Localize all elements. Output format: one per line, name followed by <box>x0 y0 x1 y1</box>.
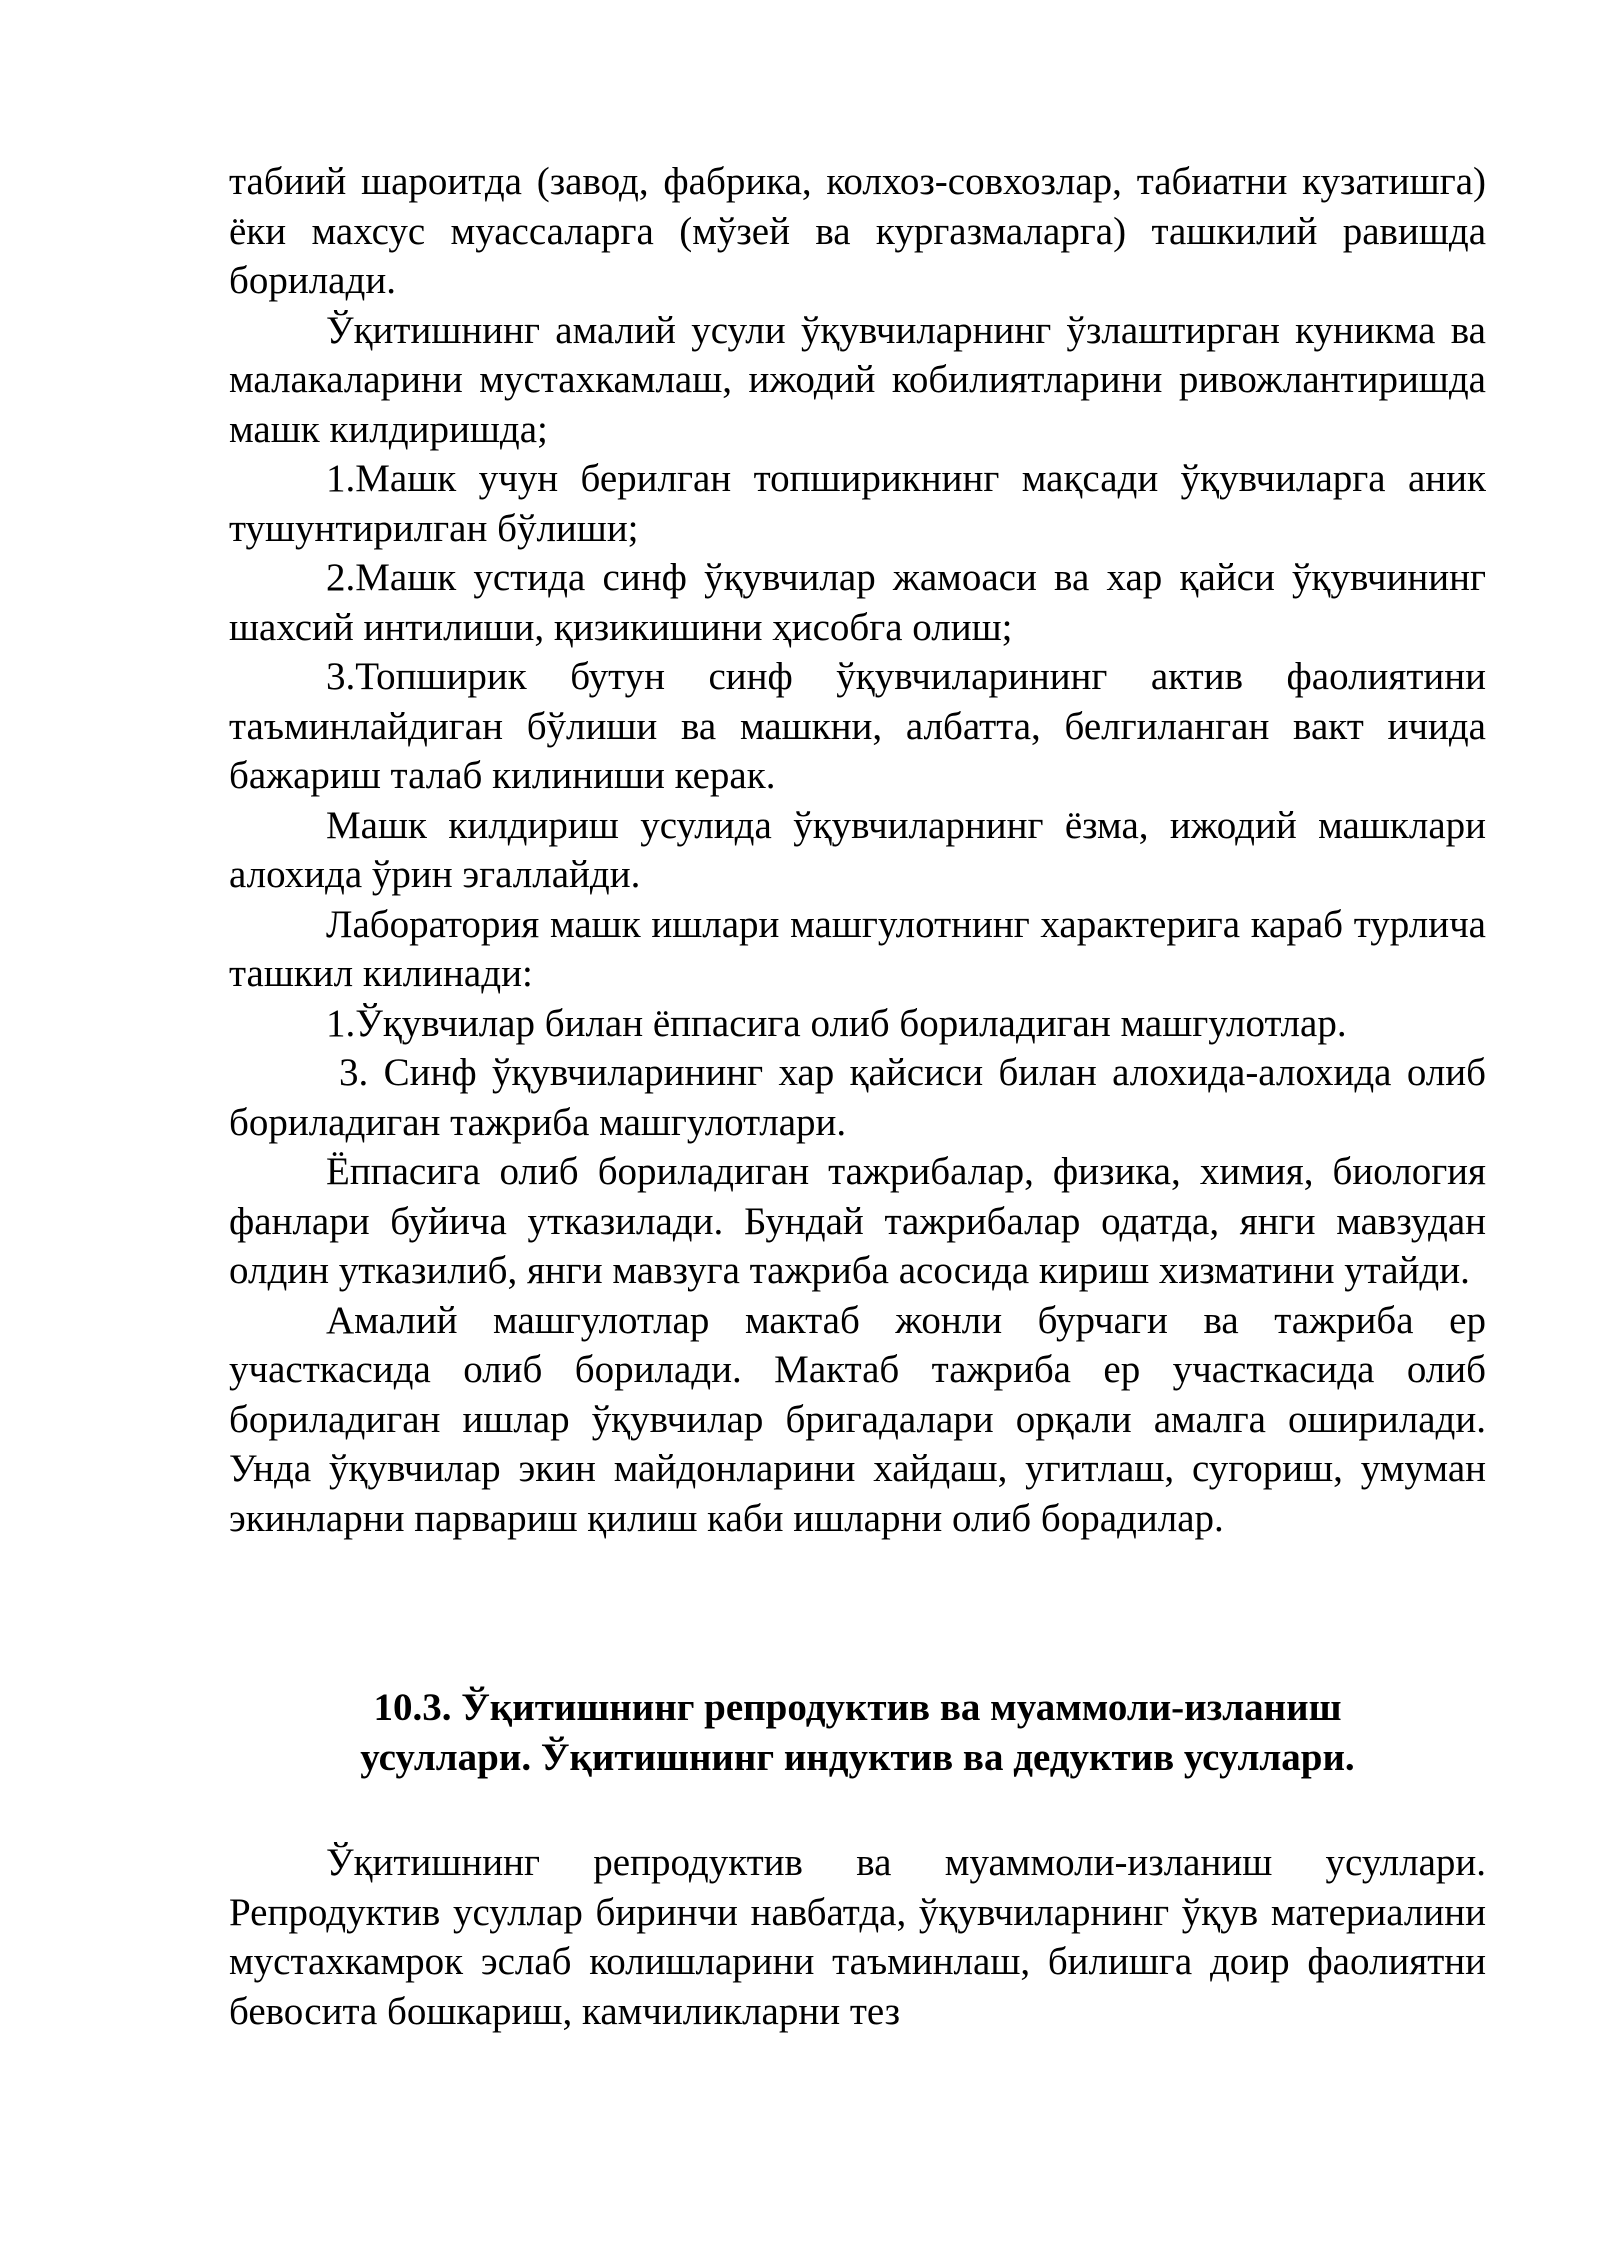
paragraph-laboratory: Лаборатория машк ишлари машгулотнинг характерига караб турлича ташкил килинади: <box>229 902 1486 995</box>
paragraph-practical-method: Ўқитишнинг амалий усули ўқувчиларнинг ўзлаштирган куникма ва малакаларини мустахкамлаш, ижодий кобилиятларини ривожлантиришда машк килдиришда; <box>229 308 1486 451</box>
paragraph-mass-experiments: Ёппасига олиб бориладиган тажрибалар, физика, химия, биология фанлари буйича утказилади. Бундай тажрибалар одатда, янги мавзудан олдин утказилиб, янги мавзуга тажриба асосида кириш хизматини утайди. <box>229 1150 1486 1292</box>
paragraph-continuation: табиий шароитда (завод, фабрика, колхоз-совхозлар, табиатни кузатишга) ёки махсус муассаларга (мўзей ва кургазмаларга) ташкилий равишда борилади. <box>229 160 1486 302</box>
paragraph-lab-item-3: 3. Синф ўқувчиларининг хар қайсиси билан алохида-алохида олиб бориладиган тажриба машгулотлари. <box>229 1051 1486 1144</box>
paragraph-list-item-2: 2.Машк устида синф ўқувчилар жамоаси ва хар қайси ўқувчининг шахсий интилиши, қизикишини ҳисобга олиш; <box>229 556 1486 649</box>
paragraph-reproductive-methods: Ўқитишнинг репродуктив ва муаммоли-изланиш усуллари. Репродуктив усуллар биринчи навбатда, ўқувчиларнинг ўқув материалини мустахкамрок эслаб колишларини таъминлаш, билишга доир фаолиятни бевосита бошкариш, камчиликларни тез <box>229 1841 1486 2033</box>
paragraph-practical-lessons: Амалий машгулотлар мактаб жонли бурчаги ва тажриба ер участкасида олиб борилади. Мактаб тажриба ер участкасида олиб бориладиган ишлар ўқувчилар бригадалари орқали амалга оширилади. Унда ўқувчилар экин майдонларини хайдаш, угитлаш, сугориш, умуман экинларни парвариш қилиш каби ишларни олиб борадилар. <box>229 1298 1486 1540</box>
paragraph-lab-item-1: 1.Ўқувчилар билан ёппасига олиб бориладиган машгулотлар. <box>326 1001 1347 1045</box>
paragraph-exercise-method: Машк килдириш усулида ўқувчиларнинг ёзма, ижодий машклари алохида ўрин эгаллайди. <box>229 803 1486 896</box>
paragraph-list-item-1: 1.Машк учун берилган топширикнинг мақсади ўқувчиларга аник тушунтирилган бўлиши; <box>229 457 1486 550</box>
section-heading-line-1: 10.3. Ўқитишнинг репродуктив ва муаммоли-изланиш <box>373 1686 1342 1729</box>
section-heading <box>229 1683 1486 1783</box>
paragraph-list-item-3: 3.Топширик бутун синф ўқувчиларининг актив фаолиятини таъминлайдиган бўлиши ва машкни, албатта, белгиланган вакт ичида бажариш талаб килиниши керак. <box>229 655 1486 797</box>
body-text-bottom <box>229 1838 1486 2036</box>
body-text-top <box>229 157 1486 1543</box>
section-heading-line-2: усуллари. Ўқитишнинг индуктив ва дедуктив усуллари. <box>360 1736 1355 1779</box>
